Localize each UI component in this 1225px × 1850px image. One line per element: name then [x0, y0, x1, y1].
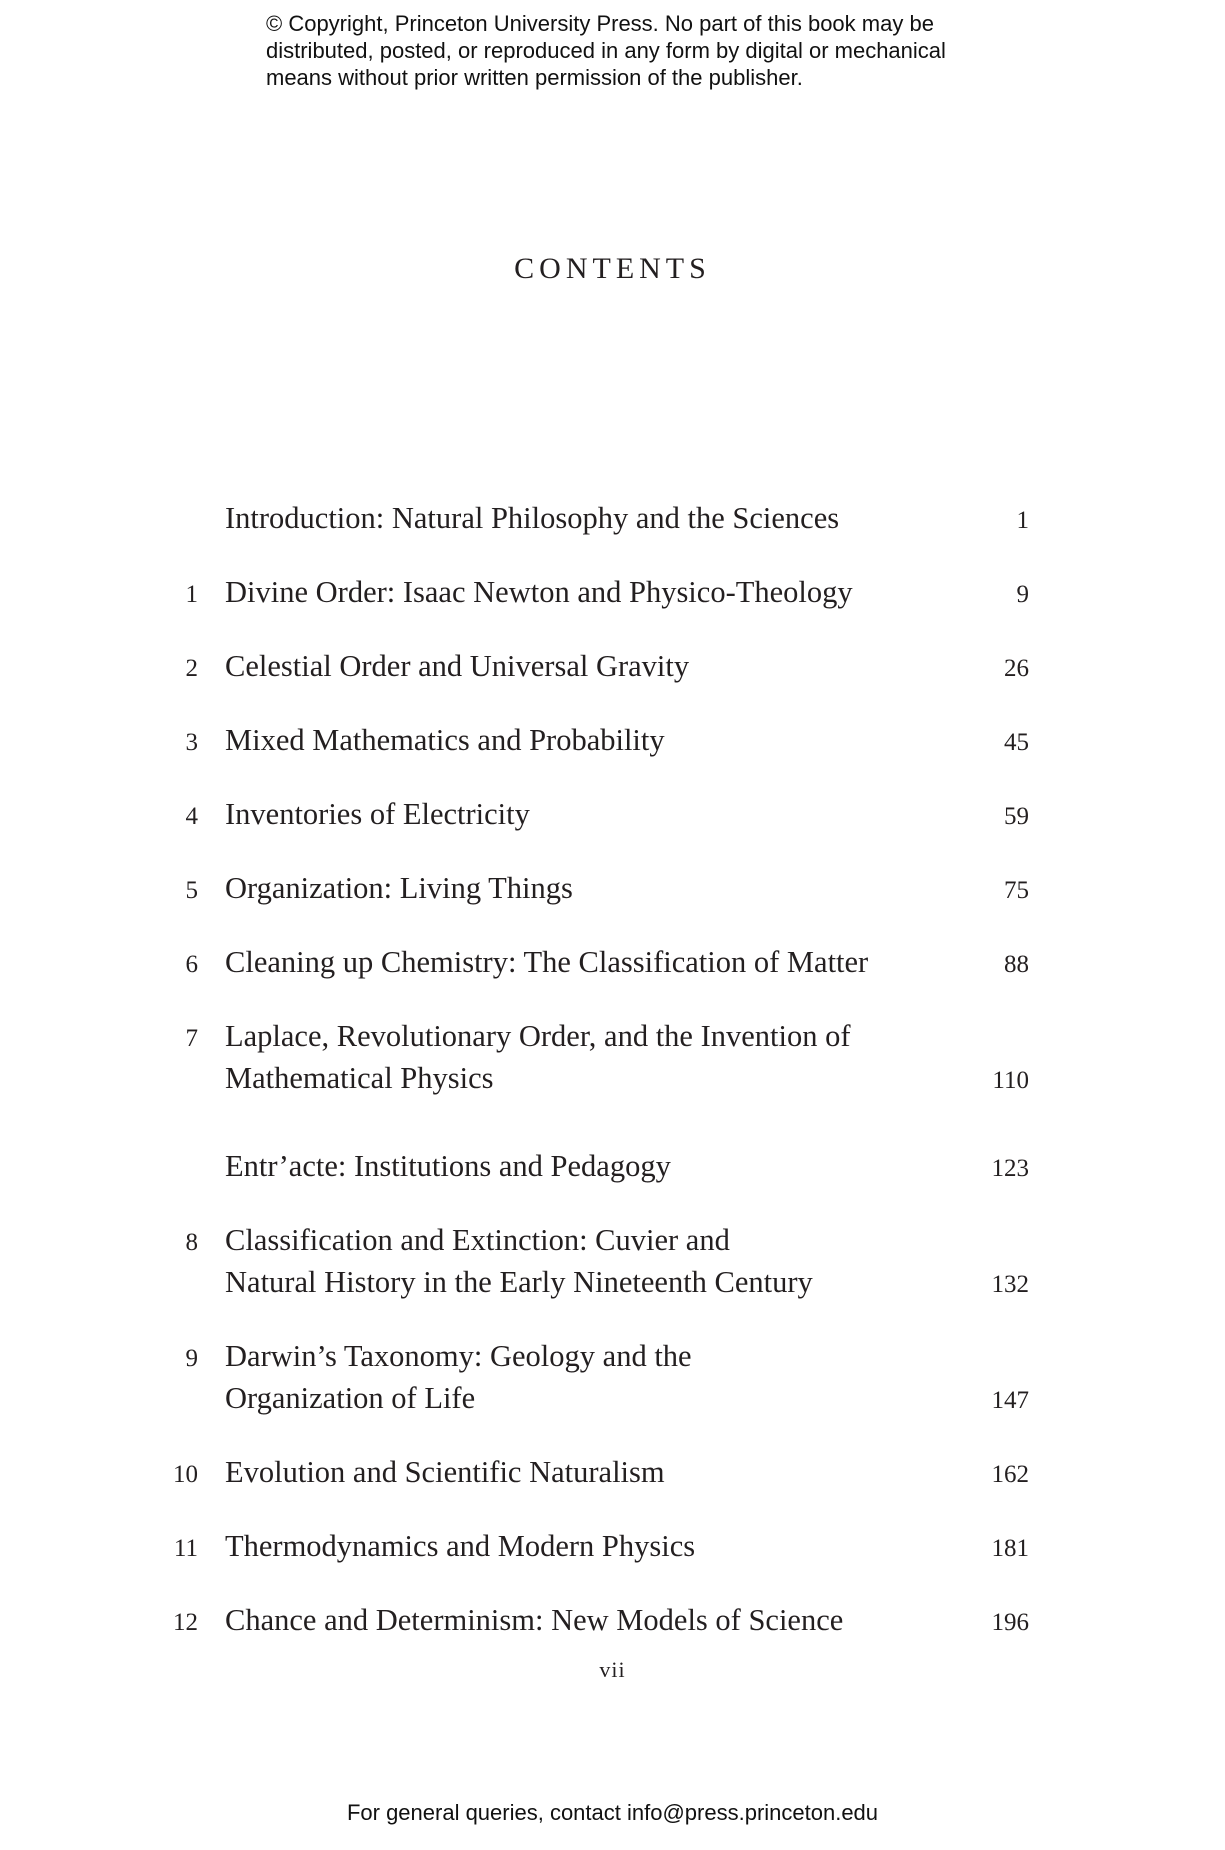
- chapter-title-line: Divine Order: Isaac Newton and Physico-Theology: [225, 575, 853, 609]
- chapter-title-line: Natural History in the Early Nineteenth Century: [225, 1265, 813, 1299]
- page-reference: 88: [1004, 951, 1029, 978]
- chapter-title-line: Inventories of Electricity: [225, 797, 530, 831]
- chapter-title-line: Laplace, Revolutionary Order, and the Invention of: [225, 1019, 851, 1053]
- chapter-number: 8: [185, 1229, 198, 1256]
- page-reference: 132: [991, 1271, 1029, 1298]
- page-reference: 162: [991, 1461, 1029, 1488]
- chapter-title-line: Cleaning up Chemistry: The Classification of Matter: [225, 945, 869, 979]
- chapter-number: 1: [185, 581, 198, 608]
- chapter-title: [225, 1335, 925, 1419]
- chapter-number: 4: [185, 803, 198, 830]
- page-reference: 9: [1016, 581, 1029, 608]
- chapter-title: [225, 497, 925, 539]
- chapter-title: [225, 645, 925, 687]
- chapter-title-line: Celestial Order and Universal Gravity: [225, 649, 690, 683]
- page-reference: 45: [1004, 729, 1029, 756]
- chapter-number: 10: [173, 1461, 198, 1488]
- chapter-title: [225, 571, 925, 613]
- chapter-title-line: Darwin’s Taxonomy: Geology and the: [225, 1339, 692, 1373]
- chapter-number: 12: [173, 1609, 198, 1636]
- chapter-title-line: Organization of Life: [225, 1381, 476, 1415]
- chapter-number: 5: [185, 877, 198, 904]
- page-reference: 75: [1004, 877, 1029, 904]
- chapter-title-line: Entr’acte: Institutions and Pedagogy: [225, 1149, 671, 1183]
- chapter-number: 3: [185, 729, 198, 756]
- chapter-title-line: Organization: Living Things: [225, 871, 573, 905]
- page-reference: 110: [992, 1067, 1029, 1094]
- chapter-title: [225, 1015, 925, 1099]
- chapter-title: [225, 1451, 925, 1493]
- page-reference: 181: [991, 1535, 1029, 1562]
- copyright-line: distributed, posted, or reproduced in any form by digital or mechanical: [266, 38, 946, 63]
- page-reference: 123: [991, 1155, 1029, 1182]
- footer-contact: For general queries, contact info@press.princeton.edu: [346, 1800, 879, 1825]
- page-number: vii: [599, 1657, 626, 1682]
- copyright-line: means without prior written permission of the publisher.: [266, 65, 803, 90]
- chapter-number: 2: [185, 655, 198, 682]
- chapter-title: [225, 719, 925, 761]
- page-reference: 59: [1004, 803, 1029, 830]
- chapter-title-line: Mathematical Physics: [225, 1061, 494, 1095]
- chapter-title: [225, 941, 925, 983]
- page-reference: 26: [1004, 655, 1029, 682]
- chapter-title-line: Introduction: Natural Philosophy and the Sciences: [225, 501, 840, 535]
- chapter-title: [225, 1599, 925, 1641]
- chapter-title: [225, 1525, 925, 1567]
- page-reference: 196: [991, 1609, 1029, 1636]
- chapter-title-line: Chance and Determinism: New Models of Science: [225, 1603, 844, 1637]
- chapter-number: 7: [185, 1025, 198, 1052]
- chapter-title-line: Thermodynamics and Modern Physics: [225, 1529, 696, 1563]
- chapter-title: [225, 1219, 925, 1303]
- page-title: CONTENTS: [514, 252, 711, 285]
- page-reference: 147: [991, 1387, 1029, 1414]
- chapter-title: [225, 793, 925, 835]
- copyright-line: © Copyright, Princeton University Press. No part of this book may be: [266, 11, 934, 36]
- chapter-title-line: Classification and Extinction: Cuvier and: [225, 1223, 730, 1257]
- chapter-title: [225, 1145, 925, 1187]
- chapter-title-line: Mixed Mathematics and Probability: [225, 723, 665, 757]
- page-reference: 1: [1016, 507, 1029, 534]
- chapter-title-line: Evolution and Scientific Naturalism: [225, 1455, 665, 1489]
- chapter-number: 6: [185, 951, 198, 978]
- chapter-number: 11: [173, 1535, 198, 1562]
- chapter-title: [225, 867, 925, 909]
- chapter-number: 9: [185, 1345, 198, 1372]
